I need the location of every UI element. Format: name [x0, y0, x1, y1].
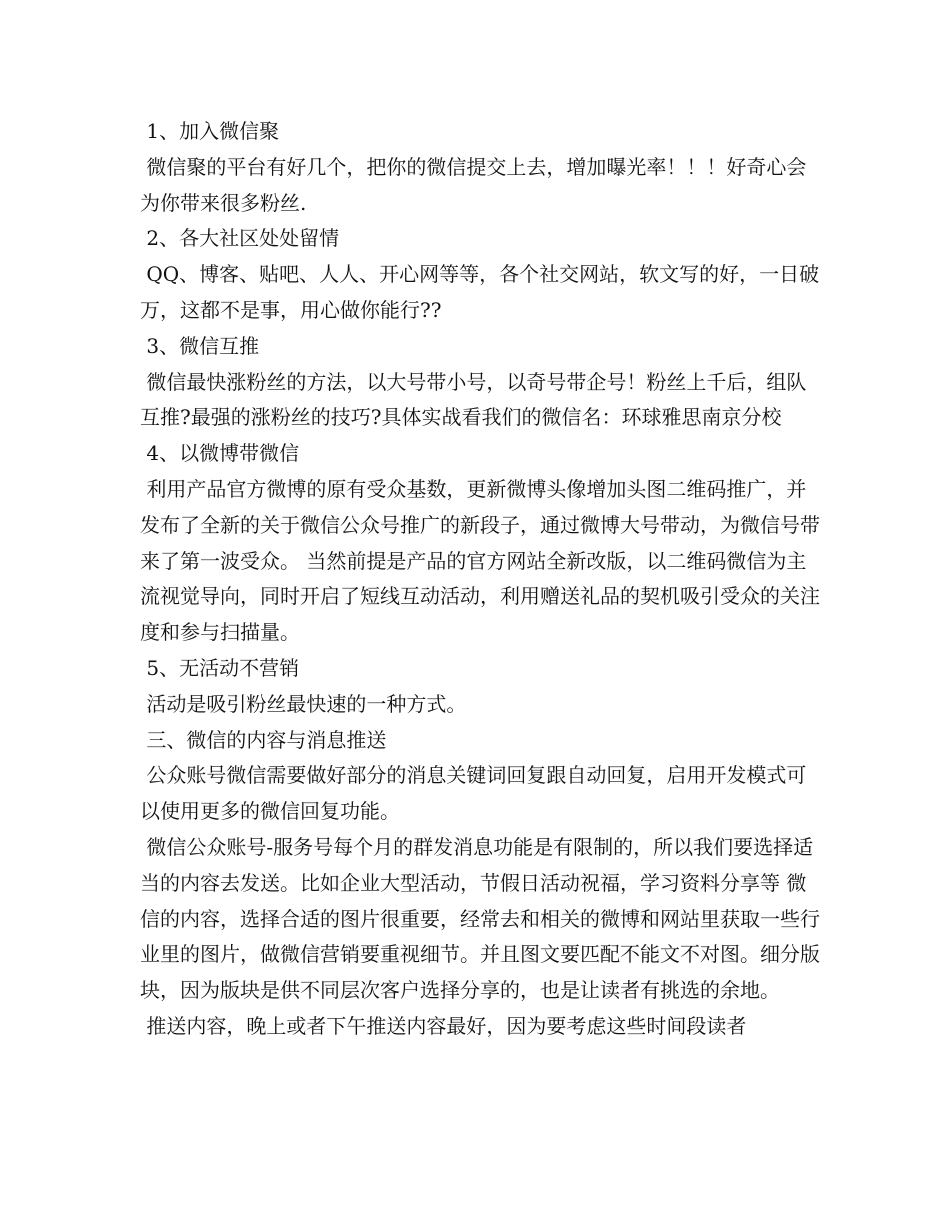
document-body	[140, 114, 820, 1045]
paragraph-weibo-to-weixin: 利用产品官方微博的原有受众基数，更新微博头像增加头图二维码推广，并发布了全新的关于微信公众号推广的新段子，通过微博大号带动，为微信号带来了第一波受众。 当然前提是产品的官方网站全新改版，以二维码微信为主流视觉导向，同时开启了短线互动活动，利用赠送礼品的契机吸引受众的关注度和参与扫描量。	[140, 476, 820, 645]
heading-mutual-promotion: 3、微信互推	[140, 333, 260, 358]
heading-content-push: 三、微信的内容与消息推送	[140, 727, 387, 752]
paragraph-auto-reply: 公众账号微信需要做好部分的消息关键词回复跟自动回复，启用开发模式可以使用更多的微信回复功能。	[140, 763, 807, 824]
paragraph-mutual-promotion: 微信最快涨粉丝的方法，以大号带小号，以奇号带企号！粉丝上千后，组队互推?最强的涨粉丝的技巧?具体实战看我们的微信名：环球雅思南京分校	[140, 369, 807, 430]
heading-weibo-to-weixin: 4、以微博带微信	[140, 441, 300, 466]
paragraph-weixinju: 微信聚的平台有好几个，把你的微信提交上去，增加曝光率！！！好奇心会为你带来很多粉丝.	[140, 154, 807, 215]
heading-activities: 5、无活动不营销	[140, 655, 300, 680]
heading-communities: 2、各大社区处处留情	[140, 226, 340, 251]
heading-join-weixinju: 1、加入微信聚	[140, 119, 280, 143]
paragraph-push-timing: 推送内容，晚上或者下午推送内容最好，因为要考虑这些时间段读者	[140, 1013, 747, 1038]
paragraph-communities: QQ、博客、贴吧、人人、开心网等等，各个社交网站，软文写的好，一日破万，这都不是事，用心做你能行??	[140, 262, 820, 322]
paragraph-activities: 活动是吸引粉丝最快速的一种方式。	[140, 691, 467, 716]
paragraph-service-account: 微信公众账号-服务号每个月的群发消息功能是有限制的，所以我们要选择适当的内容去发送。比如企业大型活动，节假日活动祝福，学习资料分享等 微信的内容，选择合适的图片很重要，经常去和相关的微博和网站里获取一些行业里的图片，做微信营销要重视细节。并且图文要匹配不能文不对图。细分版块，因为版块是供不同层次客户选择分享的，也是让读者有挑选的余地。	[140, 834, 820, 1003]
